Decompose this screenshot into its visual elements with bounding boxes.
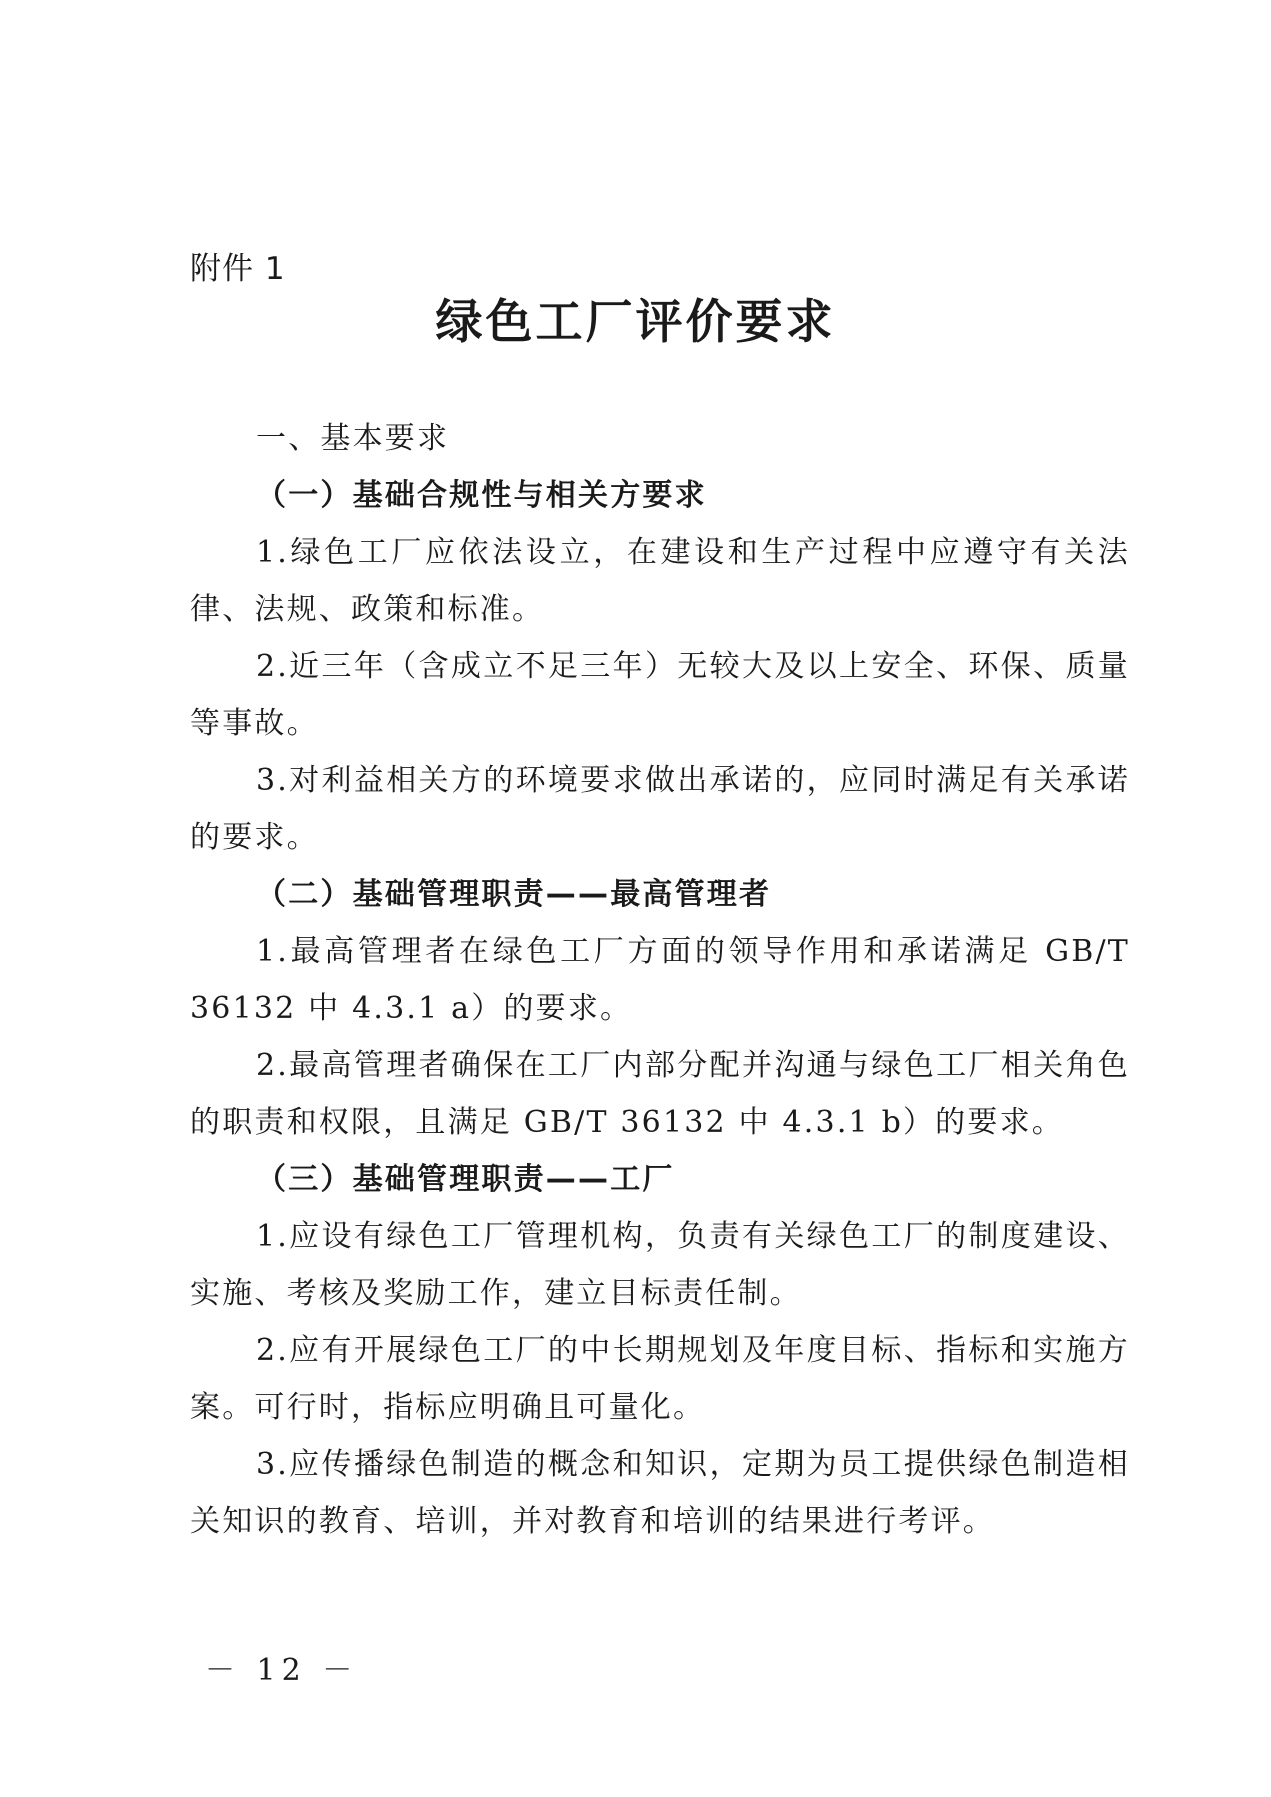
document-title: 绿色工厂评价要求 xyxy=(435,295,836,350)
paragraph: 2.近三年（含成立不足三年）无较大及以上安全、环保、质量等事故。 xyxy=(190,649,1130,741)
paragraph: 3.应传播绿色制造的概念和知识，定期为员工提供绿色制造相关知识的教育、培训，并对教育和培训的结果进行考评。 xyxy=(190,1447,1130,1539)
document-body xyxy=(190,410,1130,1550)
paragraph: 2.应有开展绿色工厂的中长期规划及年度目标、指标和实施方案。可行时，指标应明确且可量化。 xyxy=(190,1333,1130,1425)
paragraph: 1.最高管理者在绿色工厂方面的领导作用和承诺满足 GB/T 36132 中 4.3.1 a）的要求。 xyxy=(190,934,1130,1026)
paragraph: 1.应设有绿色工厂管理机构，负责有关绿色工厂的制度建设、实施、考核及奖励工作，建立目标责任制。 xyxy=(190,1219,1130,1311)
subsection-heading: （三）基础管理职责——工厂 xyxy=(256,1162,675,1197)
subsection-heading: （一）基础合规性与相关方要求 xyxy=(256,478,707,513)
paragraph: 3.对利益相关方的环境要求做出承诺的，应同时满足有关承诺的要求。 xyxy=(190,763,1130,855)
attachment-label: 附件 1 xyxy=(190,251,286,287)
paragraph: 2.最高管理者确保在工厂内部分配并沟通与绿色工厂相关角色的职责和权限，且满足 GB/T 36132 中 4.3.1 b）的要求。 xyxy=(190,1048,1130,1140)
section-heading: 一、基本要求 xyxy=(256,421,450,456)
page-number: － 12 － xyxy=(205,1653,359,1688)
subsection-heading: （二）基础管理职责——最高管理者 xyxy=(256,877,772,912)
paragraph: 1.绿色工厂应依法设立，在建设和生产过程中应遵守有关法律、法规、政策和标准。 xyxy=(190,535,1130,627)
